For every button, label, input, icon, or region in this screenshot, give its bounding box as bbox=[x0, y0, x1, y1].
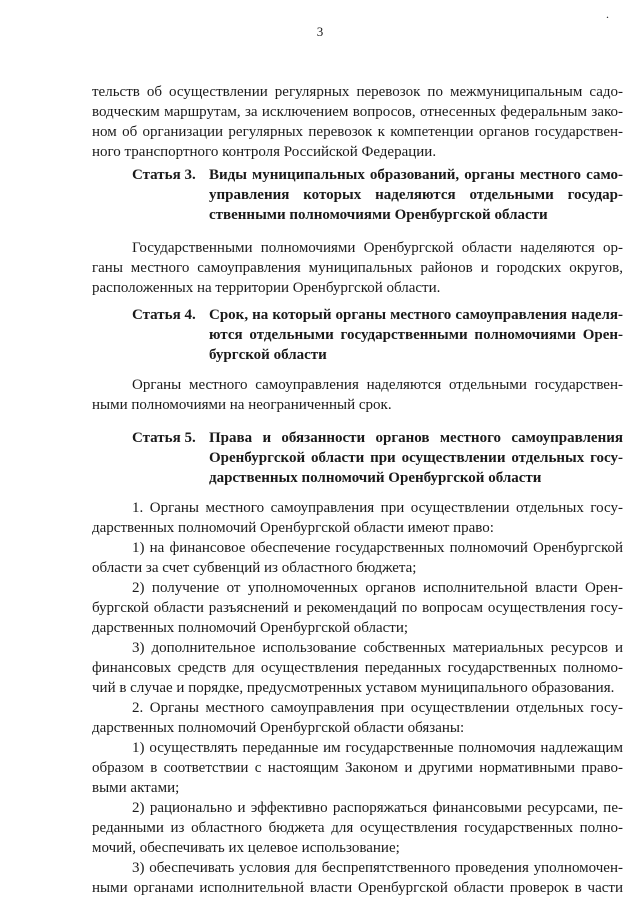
intro-paragraph bbox=[92, 82, 623, 162]
body-line: области за счет субвенций из областного бюджета; bbox=[92, 560, 417, 576]
heading-line: Срок, на который органы местного самоуправления наделя- bbox=[209, 307, 623, 323]
body-line: 1) на финансовое обеспечение государственных полномочий Оренбургской bbox=[132, 540, 623, 556]
article-5-title bbox=[209, 428, 623, 488]
body-line: Органы местного самоуправления наделяются отдельными государствен- bbox=[132, 377, 623, 393]
article-3-body bbox=[92, 238, 623, 298]
body-line: дарственных полномочий Оренбургской области обязаны: bbox=[92, 720, 465, 736]
body-line: 1. Органы местного самоуправления при осуществлении отдельных госу- bbox=[132, 500, 623, 516]
body-line: ными полномочиями на неограниченный срок. bbox=[92, 397, 392, 413]
heading-line: ются отдельными государственными полномочиями Орен- bbox=[209, 327, 623, 343]
article-4-heading bbox=[132, 305, 623, 365]
body-line: 3) дополнительное использование собственных материальных ресурсов и bbox=[132, 640, 623, 656]
intro-line: водческим маршрутам, за исключением вопросов, отнесенных федеральным зако- bbox=[92, 104, 623, 120]
article-5-body bbox=[92, 498, 623, 898]
body-line: дарственных полномочий Оренбургской области имеют право: bbox=[92, 520, 494, 536]
body-line: чий в случае и порядке, предусмотренных уставом муниципального образования. bbox=[92, 680, 615, 696]
corner-mark: . bbox=[606, 7, 609, 21]
body-line: Государственными полномочиями Оренбургской области наделяются ор- bbox=[132, 240, 623, 256]
article-4-label: Статья 4. bbox=[132, 307, 196, 323]
heading-line: дарственных полномочий Оренбургской области bbox=[209, 470, 542, 486]
body-line: выми актами; bbox=[92, 780, 180, 796]
body-line: 1) осуществлять переданные им государственные полномочия надлежащим bbox=[132, 740, 623, 756]
body-line: бургской области разъяснений и рекомендаций по вопросам осуществления госу- bbox=[92, 600, 623, 616]
article-3-title bbox=[209, 165, 623, 225]
intro-line: ном об организации регулярных перевозок к компетенции органов государствен- bbox=[92, 124, 623, 140]
article-5-label: Статья 5. bbox=[132, 430, 196, 446]
heading-line: Права и обязанности органов местного самоуправления bbox=[209, 430, 623, 446]
article-3-label: Статья 3. bbox=[132, 167, 196, 183]
intro-line: ного транспортного контроля Российской Федерации. bbox=[92, 144, 437, 160]
heading-line: Оренбургской области при осуществлении отдельных госу- bbox=[209, 450, 623, 466]
article-4-body bbox=[92, 375, 623, 415]
heading-line: бургской области bbox=[209, 347, 327, 363]
article-4-title bbox=[209, 305, 623, 365]
body-line: расположенных на территории Оренбургской области. bbox=[92, 280, 441, 296]
heading-line: ственными полномочиями Оренбургской области bbox=[209, 207, 548, 223]
body-line: 2. Органы местного самоуправления при осуществлении отдельных госу- bbox=[132, 700, 623, 716]
intro-line: тельств об осуществлении регулярных перевозок по межмуниципальным садо- bbox=[92, 84, 623, 100]
body-line: финансовых средств для осуществления переданных государственных полномо- bbox=[92, 660, 623, 676]
body-line: ными органами исполнительной власти Оренбургской области проверок в части bbox=[92, 880, 623, 896]
page-number: 3 bbox=[316, 24, 324, 39]
body-line: образом в соответствии с настоящим Законом и другими нормативными право- bbox=[92, 760, 623, 776]
body-line: реданными из областного бюджета для осуществления государственных полно- bbox=[92, 820, 623, 836]
heading-line: управления которых наделяются отдельными государ- bbox=[209, 187, 623, 203]
body-line: 2) рационально и эффективно распоряжаться финансовыми ресурсами, пе- bbox=[132, 800, 623, 816]
body-line: ганы местного самоуправления муниципальных районов и городских округов, bbox=[92, 260, 623, 276]
body-line: мочий, обеспечивать их целевое использование; bbox=[92, 840, 400, 856]
body-line: дарственных полномочий Оренбургской области; bbox=[92, 620, 409, 636]
body-line: 2) получение от уполномоченных органов исполнительной власти Орен- bbox=[132, 580, 623, 596]
body-line: 3) обеспечивать условия для беспрепятственного проведения уполномочен- bbox=[132, 860, 623, 876]
article-3-heading bbox=[132, 165, 623, 225]
heading-line: Виды муниципальных образований, органы местного само- bbox=[209, 167, 623, 183]
article-5-heading bbox=[132, 428, 623, 488]
